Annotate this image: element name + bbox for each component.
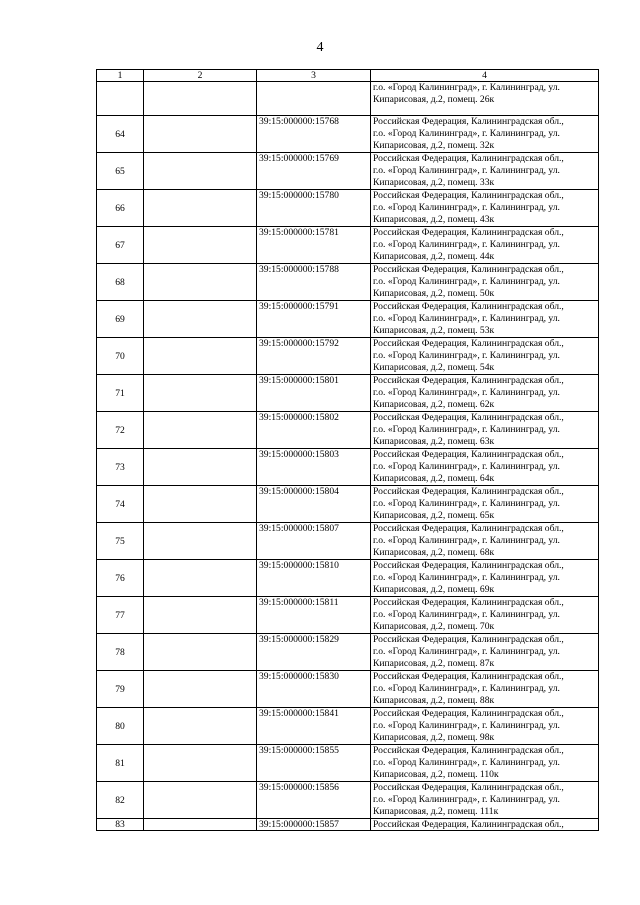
address-line: г.о. «Город Калининград», г. Калининград, ул.	[373, 276, 560, 287]
table-row	[97, 227, 599, 264]
row-number-cell: 70	[97, 338, 144, 375]
address-cell	[371, 745, 599, 782]
column-2-cell	[144, 301, 257, 338]
address-line: Кипарисовая, д.2, помещ. 32к	[373, 140, 495, 151]
column-2-cell	[144, 782, 257, 819]
table-row	[97, 782, 599, 819]
address-line: Кипарисовая, д.2, помещ. 54к	[373, 362, 495, 373]
address-cell	[371, 523, 599, 560]
address-line: Кипарисовая, д.2, помещ. 26к	[373, 94, 495, 105]
row-number-cell: 74	[97, 486, 144, 523]
cadastral-number-cell: 39:15:000000:15807	[257, 523, 371, 560]
column-2-cell	[144, 375, 257, 412]
address-line: Российская Федерация, Калининградская обл.,	[373, 301, 564, 312]
register-table-body	[97, 70, 599, 831]
row-number-cell: 69	[97, 301, 144, 338]
table-row	[97, 338, 599, 375]
column-header-4: 4	[371, 70, 599, 82]
address-line: г.о. «Город Калининград», г. Калининград, ул.	[373, 498, 560, 509]
address-line: г.о. «Город Калининград», г. Калининград, ул.	[373, 202, 560, 213]
table-row	[97, 486, 599, 523]
table-row-continuation	[97, 82, 599, 116]
cadastral-number-cell: 39:15:000000:15829	[257, 634, 371, 671]
address-line: Кипарисовая, д.2, помещ. 64к	[373, 473, 495, 484]
table-row	[97, 301, 599, 338]
address-line: Российская Федерация, Калининградская обл.,	[373, 264, 564, 275]
cadastral-number-cell: 39:15:000000:15841	[257, 708, 371, 745]
address-line: Кипарисовая, д.2, помещ. 88к	[373, 695, 495, 706]
table-row	[97, 523, 599, 560]
cadastral-number-cell: 39:15:000000:15803	[257, 449, 371, 486]
address-line: Российская Федерация, Калининградская обл.,	[373, 782, 564, 793]
address-line: Российская Федерация, Калининградская обл.,	[373, 412, 564, 423]
address-line: г.о. «Город Калининград», г. Калининград, ул.	[373, 646, 560, 657]
column-2-cell	[144, 264, 257, 301]
column-2-cell	[144, 153, 257, 190]
address-line: Российская Федерация, Калининградская обл.,	[373, 338, 564, 349]
address-line: г.о. «Город Калининград», г. Калининград, ул.	[373, 350, 560, 361]
row-number-cell: 73	[97, 449, 144, 486]
address-line: Кипарисовая, д.2, помещ. 63к	[373, 436, 495, 447]
number-cell-empty	[97, 82, 144, 116]
address-line: Кипарисовая, д.2, помещ. 68к	[373, 547, 495, 558]
address-line: г.о. «Город Калининград», г. Калининград, ул.	[373, 572, 560, 583]
address-cell	[371, 153, 599, 190]
address-line: г.о. «Город Калининград», г. Калининград, ул.	[373, 461, 560, 472]
address-line: г.о. «Город Калининград», г. Калининград, ул.	[373, 313, 560, 324]
address-cell	[371, 449, 599, 486]
address-line: Кипарисовая, д.2, помещ. 33к	[373, 177, 495, 188]
column-2-cell	[144, 634, 257, 671]
table-row	[97, 597, 599, 634]
address-line: г.о. «Город Калининград», г. Калининград, ул.	[373, 424, 560, 435]
cadastral-number-cell: 39:15:000000:15792	[257, 338, 371, 375]
address-line: Российская Федерация, Калининградская обл.,	[373, 523, 564, 534]
address-line: Кипарисовая, д.2, помещ. 53к	[373, 325, 495, 336]
table-row	[97, 745, 599, 782]
address-line: Российская Федерация, Калининградская обл.,	[373, 449, 564, 460]
cadastral-number-cell: 39:15:000000:15801	[257, 375, 371, 412]
column-2-cell	[144, 597, 257, 634]
row-number-cell: 83	[97, 819, 144, 831]
column-2-cell	[144, 708, 257, 745]
address-line: Российская Федерация, Калининградская обл.,	[373, 708, 564, 719]
register-table	[96, 69, 599, 831]
address-line: Российская Федерация, Калининградская обл.,	[373, 671, 564, 682]
address-line: Кипарисовая, д.2, помещ. 44к	[373, 251, 495, 262]
address-cell	[371, 597, 599, 634]
address-line: Российская Федерация, Калининградская обл.,	[373, 375, 564, 386]
address-line: Российская Федерация, Калининградская обл.,	[373, 116, 564, 127]
address-cell	[371, 82, 599, 116]
address-line: Кипарисовая, д.2, помещ. 65к	[373, 510, 495, 521]
address-line: Кипарисовая, д.2, помещ. 98к	[373, 732, 495, 743]
table-row	[97, 412, 599, 449]
column-2-cell	[144, 671, 257, 708]
row-number-cell: 64	[97, 116, 144, 153]
table-row	[97, 153, 599, 190]
address-cell	[371, 190, 599, 227]
address-cell	[371, 708, 599, 745]
address-line: г.о. «Город Калининград», г. Калининград, ул.	[373, 128, 560, 139]
address-line: Российская Федерация, Калининградская обл.,	[373, 190, 564, 201]
address-line: Кипарисовая, д.2, помещ. 111к	[373, 806, 499, 817]
address-cell	[371, 338, 599, 375]
address-line: Кипарисовая, д.2, помещ. 50к	[373, 288, 495, 299]
row-number-cell: 67	[97, 227, 144, 264]
address-line: Российская Федерация, Калининградская обл.,	[373, 227, 564, 238]
row-number-cell: 78	[97, 634, 144, 671]
row-number-cell: 65	[97, 153, 144, 190]
row-number-cell: 71	[97, 375, 144, 412]
column-2-cell	[144, 486, 257, 523]
row-number-cell: 76	[97, 560, 144, 597]
table-row	[97, 116, 599, 153]
column-2-cell	[144, 523, 257, 560]
page-number: 4	[316, 40, 324, 55]
address-line: Российская Федерация, Калининградская обл.,	[373, 597, 564, 608]
address-line: г.о. «Город Калининград», г. Калининград, ул.	[373, 239, 560, 250]
row-number-cell: 82	[97, 782, 144, 819]
column-2-cell	[144, 227, 257, 264]
address-line: Кипарисовая, д.2, помещ. 70к	[373, 621, 495, 632]
column-header-3: 3	[257, 70, 371, 82]
address-line: г.о. «Город Калининград», г. Калининград, ул.	[373, 82, 560, 93]
cadastral-number-cell: 39:15:000000:15856	[257, 782, 371, 819]
table-row-last	[97, 819, 599, 831]
address-line: г.о. «Город Калининград», г. Калининград, ул.	[373, 387, 560, 398]
address-cell	[371, 671, 599, 708]
address-line: Российская Федерация, Калининградская обл.,	[373, 153, 564, 164]
address-cell: Российская Федерация, Калининградская обл.,	[371, 819, 599, 831]
cadastral-cell-empty	[257, 82, 371, 116]
column-2-cell	[144, 116, 257, 153]
address-line: г.о. «Город Калининград», г. Калининград, ул.	[373, 535, 560, 546]
table-row	[97, 264, 599, 301]
address-cell	[371, 486, 599, 523]
row-number-cell: 68	[97, 264, 144, 301]
column-2-cell	[144, 190, 257, 227]
row-number-cell: 79	[97, 671, 144, 708]
cadastral-number-cell: 39:15:000000:15791	[257, 301, 371, 338]
cadastral-number-cell: 39:15:000000:15802	[257, 412, 371, 449]
address-cell	[371, 227, 599, 264]
table-header-row	[97, 70, 599, 82]
address-line: г.о. «Город Калининград», г. Калининград, ул.	[373, 757, 560, 768]
address-line: Российская Федерация, Калининградская обл.,	[373, 486, 564, 497]
row-number-cell: 75	[97, 523, 144, 560]
address-line: Российская Федерация, Калининградская обл.,	[373, 560, 564, 571]
address-cell	[371, 301, 599, 338]
column-header-1: 1	[97, 70, 144, 82]
cadastral-number-cell: 39:15:000000:15810	[257, 560, 371, 597]
address-line: Кипарисовая, д.2, помещ. 87к	[373, 658, 495, 669]
address-cell	[371, 634, 599, 671]
cadastral-number-cell: 39:15:000000:15855	[257, 745, 371, 782]
cadastral-number-cell: 39:15:000000:15780	[257, 190, 371, 227]
table-row	[97, 634, 599, 671]
row-number-cell: 80	[97, 708, 144, 745]
column-2-cell	[144, 338, 257, 375]
address-line: г.о. «Город Калининград», г. Калининград, ул.	[373, 794, 560, 805]
table-row	[97, 708, 599, 745]
cadastral-number-cell: 39:15:000000:15830	[257, 671, 371, 708]
row-number-cell: 66	[97, 190, 144, 227]
column-2-cell	[144, 745, 257, 782]
address-cell	[371, 782, 599, 819]
address-cell	[371, 560, 599, 597]
row-number-cell: 81	[97, 745, 144, 782]
table-row	[97, 449, 599, 486]
address-line: г.о. «Город Калининград», г. Калининград, ул.	[373, 720, 560, 731]
row-number-cell: 72	[97, 412, 144, 449]
cadastral-number-cell: 39:15:000000:15769	[257, 153, 371, 190]
column-2-cell	[144, 412, 257, 449]
table-row	[97, 671, 599, 708]
cadastral-number-cell: 39:15:000000:15781	[257, 227, 371, 264]
table-row	[97, 375, 599, 412]
table-row	[97, 560, 599, 597]
address-cell	[371, 264, 599, 301]
table-row	[97, 190, 599, 227]
row-number-cell: 77	[97, 597, 144, 634]
address-line: г.о. «Город Калининград», г. Калининград, ул.	[373, 165, 560, 176]
address-cell	[371, 375, 599, 412]
address-line: г.о. «Город Калининград», г. Калининград, ул.	[373, 609, 560, 620]
address-line: Кипарисовая, д.2, помещ. 62к	[373, 399, 495, 410]
column-header-2: 2	[144, 70, 257, 82]
cadastral-number-cell: 39:15:000000:15768	[257, 116, 371, 153]
address-line: Кипарисовая, д.2, помещ. 43к	[373, 214, 495, 225]
address-cell	[371, 412, 599, 449]
address-line: Российская Федерация, Калининградская обл.,	[373, 634, 564, 645]
address-line: Кипарисовая, д.2, помещ. 69к	[373, 584, 495, 595]
address-cell	[371, 116, 599, 153]
address-line: Российская Федерация, Калининградская обл.,	[373, 745, 564, 756]
address-line: Кипарисовая, д.2, помещ. 110к	[373, 769, 499, 780]
cadastral-number-cell: 39:15:000000:15804	[257, 486, 371, 523]
column-2-cell	[144, 82, 257, 116]
address-line: г.о. «Город Калининград», г. Калининград, ул.	[373, 683, 560, 694]
cadastral-number-cell: 39:15:000000:15857	[257, 819, 371, 831]
column-2-cell	[144, 819, 257, 831]
cadastral-number-cell: 39:15:000000:15811	[257, 597, 371, 634]
column-2-cell	[144, 449, 257, 486]
column-2-cell	[144, 560, 257, 597]
cadastral-number-cell: 39:15:000000:15788	[257, 264, 371, 301]
